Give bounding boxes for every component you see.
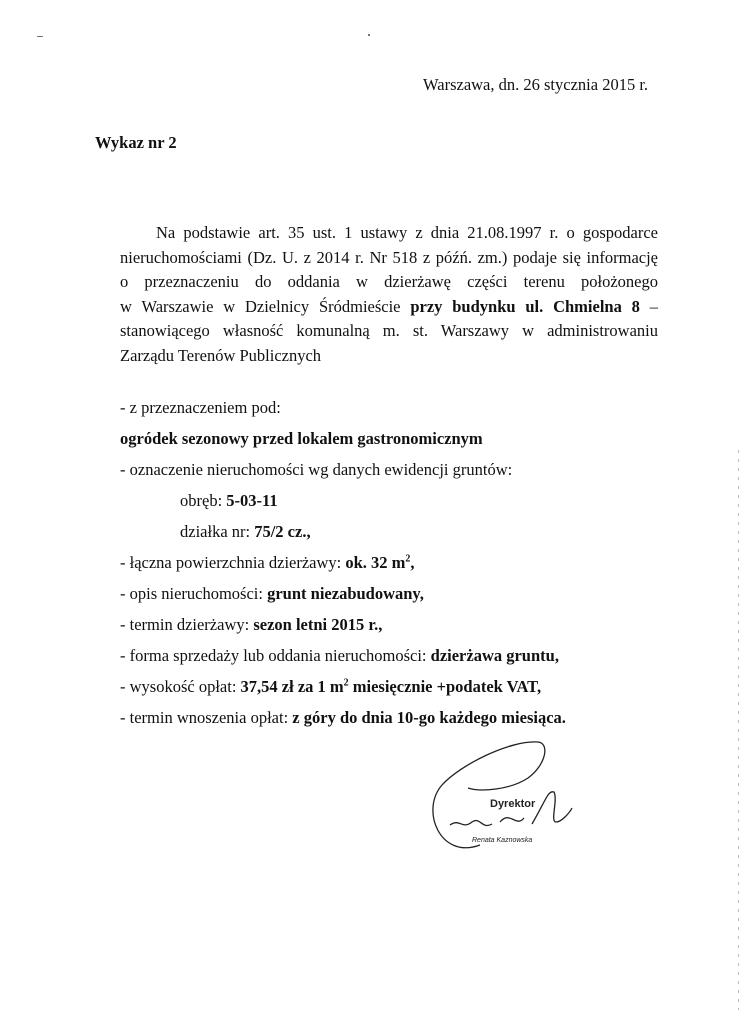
form-label: - forma sprzedaży lub oddania nieruchomości: bbox=[120, 646, 431, 665]
scan-edge bbox=[738, 450, 739, 1010]
term-label: - termin dzierżawy: bbox=[120, 615, 254, 634]
paragraph-line-5: stanowiącego własność komunalną m. st. Warszawy w administrowaniu bbox=[120, 321, 658, 340]
paragraph-line-1: Na podstawie art. 35 ust. 1 ustawy z dnia 21.08.1997 r. o gospodarce bbox=[156, 223, 658, 242]
paragraph-line-4-tail: – bbox=[639, 296, 659, 316]
fee-amount: 37,54 zł za 1 m bbox=[240, 677, 344, 696]
dzialka-label: działka nr: bbox=[180, 522, 255, 541]
paragraph-line-4-plain: w Warszawie w Dzielnicy Śródmieście bbox=[120, 296, 411, 316]
area-sup: 2 bbox=[405, 553, 411, 565]
paragraph-line bbox=[120, 221, 658, 246]
document-date: Warszawa, dn. 26 stycznia 2015 r. bbox=[423, 75, 649, 94]
document-title: Wykaz nr 2 bbox=[95, 133, 177, 152]
term-value: sezon letni 2015 r., bbox=[253, 615, 383, 634]
dzialka-value: 75/2 cz., bbox=[254, 522, 311, 541]
dzialka-row bbox=[180, 522, 311, 542]
fee-value bbox=[241, 677, 542, 696]
term-row bbox=[120, 615, 382, 635]
form-value: dzierżawa gruntu, bbox=[430, 646, 559, 665]
obreb-value: 5-03-11 bbox=[226, 491, 278, 510]
paragraph-line-4 bbox=[120, 295, 658, 320]
area-row bbox=[120, 553, 415, 573]
property-address: przy budynku ul. Chmielna 8 bbox=[410, 296, 640, 316]
paragraph-line-3: o przeznaczeniu do oddania w dzierżawę części terenu położonego bbox=[120, 272, 658, 291]
desc-value: grunt niezabudowany, bbox=[267, 584, 424, 603]
form-row bbox=[120, 646, 559, 666]
scan-speck bbox=[368, 34, 370, 36]
signature-loop bbox=[433, 742, 545, 848]
stamp-title-text: Dyrektor bbox=[490, 798, 536, 810]
designation-label: - oznaczenie nieruchomości wg danych ewidencji gruntów: bbox=[120, 460, 513, 479]
desc-row bbox=[120, 584, 424, 604]
purpose-label: - z przeznaczeniem pod: bbox=[120, 398, 281, 417]
payment-value: z góry do dnia 10-go każdego miesiąca. bbox=[292, 708, 566, 727]
paragraph-line-6: Zarządu Terenów Publicznych bbox=[120, 345, 322, 365]
payment-row bbox=[120, 708, 566, 728]
payment-label: - termin wnoszenia opłat: bbox=[120, 708, 293, 727]
fee-sup: 2 bbox=[343, 677, 349, 689]
area-label: - łączna powierzchnia dzierżawy: bbox=[120, 553, 346, 572]
stamp-name-text: Renata Kaznowska bbox=[472, 837, 533, 844]
body-paragraph bbox=[120, 221, 658, 368]
desc-label: - opis nieruchomości: bbox=[120, 584, 268, 603]
obreb-label: obręb: bbox=[180, 491, 227, 510]
signature-stamp bbox=[420, 730, 610, 870]
area-value bbox=[345, 553, 414, 572]
obreb-row bbox=[180, 491, 278, 511]
fee-label: - wysokość opłat: bbox=[120, 677, 241, 696]
area-number: ok. 32 m bbox=[345, 553, 406, 572]
purpose-value: ogródek sezonowy przed lokalem gastronomicznym bbox=[120, 429, 483, 448]
fee-row bbox=[120, 677, 541, 697]
area-tail: , bbox=[410, 553, 415, 572]
paragraph-line-2: nieruchomościami (Dz. U. z 2014 r. Nr 518 z późń. zm.) podaje się informację bbox=[120, 247, 658, 267]
fee-tail: miesięcznie +podatek VAT, bbox=[348, 677, 542, 696]
scan-speck bbox=[37, 36, 43, 37]
